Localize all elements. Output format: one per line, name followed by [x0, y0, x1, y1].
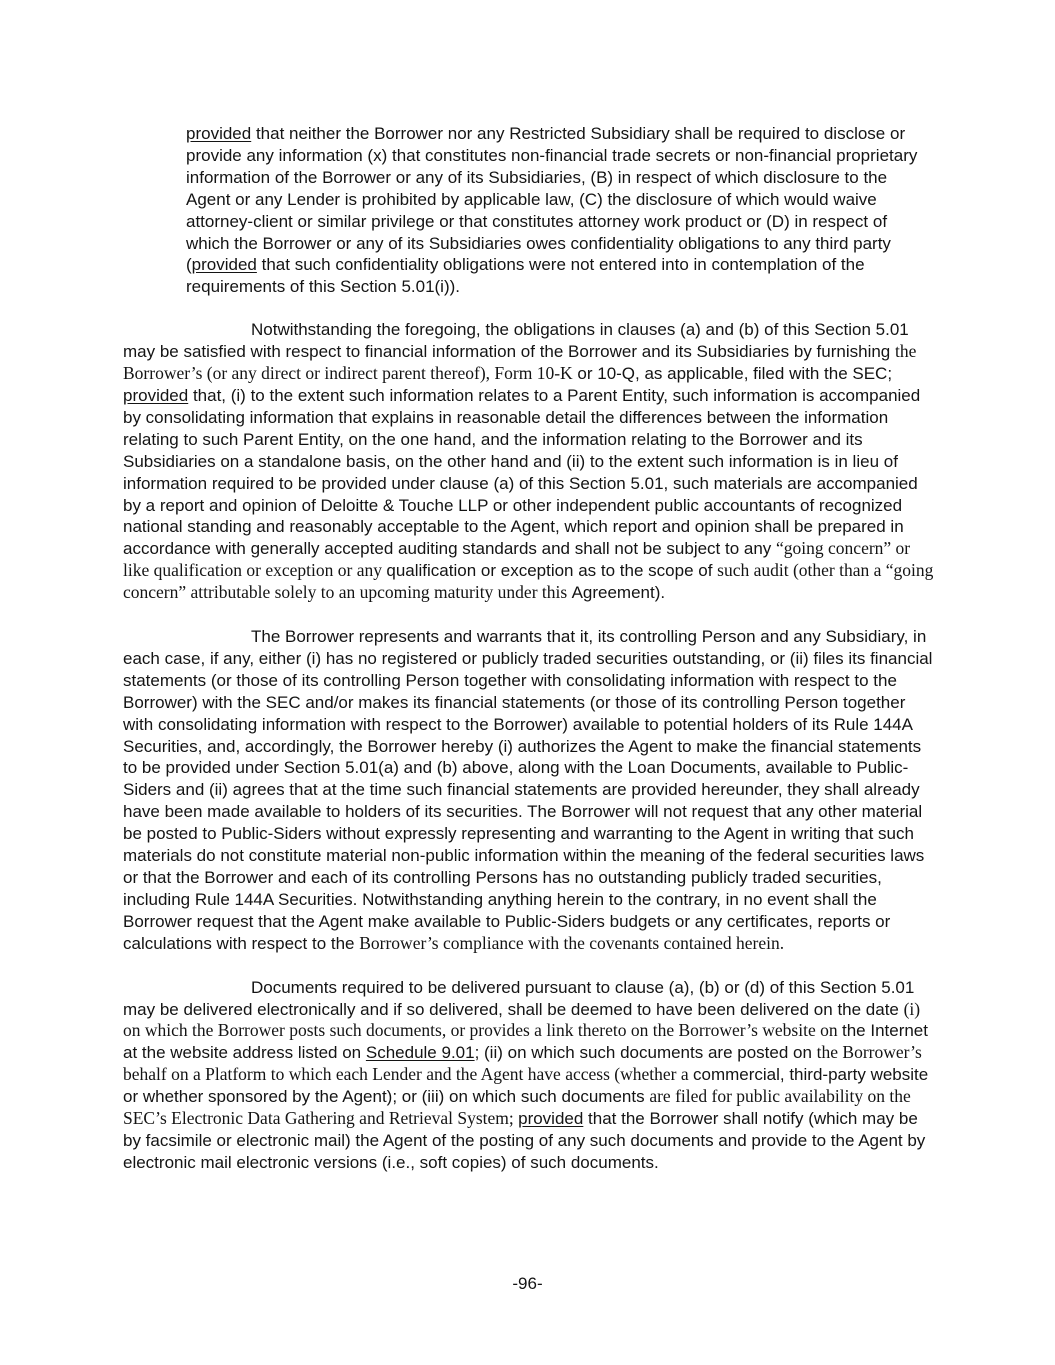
text-run: provided: [191, 255, 257, 275]
text-run: such audit (other than a “going concern” attributable solely to an upcoming maturity under this: [123, 560, 934, 603]
text-run: Borrower’s compliance with the covenants contained herein.: [359, 932, 785, 953]
text-run: are filed for public availability on the SEC’s Electronic Data Gathering and Retrieval System;: [123, 1086, 911, 1129]
text-run: commercial, third-party website or whether sponsored by the Agent); or (iii) on which such documents: [123, 1065, 929, 1107]
text-run: Agreement).: [571, 583, 666, 603]
text-run: that the Borrower shall notify (which may be by facsimile or electronic mail) the Agent of the posting of any such documents and provide to the Agent by electronic mail electronic versions (i.e., soft copies) of such documents.: [123, 1109, 926, 1172]
text-run: provided: [518, 1109, 584, 1129]
text-run: the Borrower’s behalf on a Platform to which each Lender and the Agent have access (whether a: [123, 1042, 922, 1085]
text-run: The Borrower represents and warrants that it, its controlling Person and any Subsidiary, in each case, if any, either (i) has no registered or publicly traded securities outstanding, or (ii) files its financial statements (or those of its controlling Person together with consolidating information with respect to the Borrower) with the SEC and/or makes its financial statements (or those of its controlling Person together with consolidating information with respect to the Borrower) available to potential holders of its Rule 144A Securities, and, accordingly, the Borrower hereby (i) authorizes the Agent to make the financial statements to be provided under Section 5.01(a) and (b) above, along with the Loan Documents, available to Public-Siders and (ii) agrees that at the time such financial statements are provided hereunder, they shall already have been made available to holders of its securities. The Borrower will not request that any other material be posted to Public-Siders without expressly representing and warranting to the Agent in writing that such materials do not constitute material non-public information within the meaning of the federal securities laws or that the Borrower and each of its controlling Persons has no outstanding publicly traded securities, including Rule 144A Securities. Notwithstanding anything herein to the contrary, in no event shall the Borrower request that the Agent make available to Public-Siders budgets or any certificates, reports or calculations with respect to the: [123, 627, 933, 953]
text-run: that such confidentiality obligations were not entered into in contemplation of the requirements of this Section 5.01(i)).: [186, 255, 865, 297]
text-run: Notwithstanding the foregoing, the obligations in clauses (a) and (b) of this Section 5.01 may be satisfied with respect to financial information of the Borrower and its Subsidiaries by furnishing: [123, 320, 909, 362]
paragraph-borrower-represents: [123, 626, 934, 955]
text-run: the Borrower’s (or any direct or indirect parent thereof), Form 10-K: [123, 341, 917, 384]
text-run: provided: [186, 124, 252, 143]
text-run: that, (i) to the extent such information relates to a Parent Entity, such information is accompanied by consolidating information that explains in reasonable detail the differences between the information relating to such Parent Entity, on the one hand, and the information relating to the Borrower and its Subsidiaries on a standalone basis, on the other hand and (ii) to the extent such information is in lieu of information required to be provided under clause (a) of this Section 5.01, such materials are accompanied by a report and opinion of Deloitte & Touche LLP or other independent public accountants of recognized national standing and reasonably acceptable to the Agent, which report and opinion shall be prepared in accordance with generally accepted auditing standards and shall not be subject to any: [123, 385, 921, 559]
document-body: [123, 123, 934, 1196]
paragraph-provision-clause: [186, 123, 923, 298]
text-run: (i) on which the Borrower posts such documents, or provides a link thereto on the Borrower’s website on: [123, 998, 921, 1041]
text-run: Documents required to be delivered pursuant to clause (a), (b) or (d) of this Section 5.01 may be delivered electronically and if so delivered, shall be deemed to have been delivered on the date: [123, 977, 915, 1019]
text-run: the Internet at the website address listed on: [123, 1021, 928, 1063]
text-run: Schedule 9.01: [365, 1043, 475, 1063]
text-run: that neither the Borrower nor any Restricted Subsidiary shall be required to disclose or provide any information (x) that constitutes non-financial trade secrets or non-financial proprietary information of the Borrower or any of its Subsidiaries, (B) in respect of which disclosure to the Agent or any Lender is prohibited by applicable law, (C) the disclosure of which would waive attorney-client or similar privilege or that constitutes attorney work product or (D) in respect of which the Borrower or any of its Subsidiaries owes confidentiality obligations to any third party (: [186, 124, 918, 275]
page-number: -96-: [512, 1274, 543, 1293]
text-run: provided: [123, 385, 189, 405]
paragraph-notwithstanding-foregoing: [123, 319, 934, 604]
text-run: ; (ii) on which such documents are posted on: [474, 1043, 817, 1063]
paragraph-documents-delivery: [123, 977, 934, 1174]
text-run: “going concern” or like qualification or exception or any: [123, 538, 911, 581]
text-run: or 10-Q, as applicable, filed with the SEC;: [572, 364, 893, 384]
text-run: qualification or exception as to the scope of: [386, 561, 718, 581]
